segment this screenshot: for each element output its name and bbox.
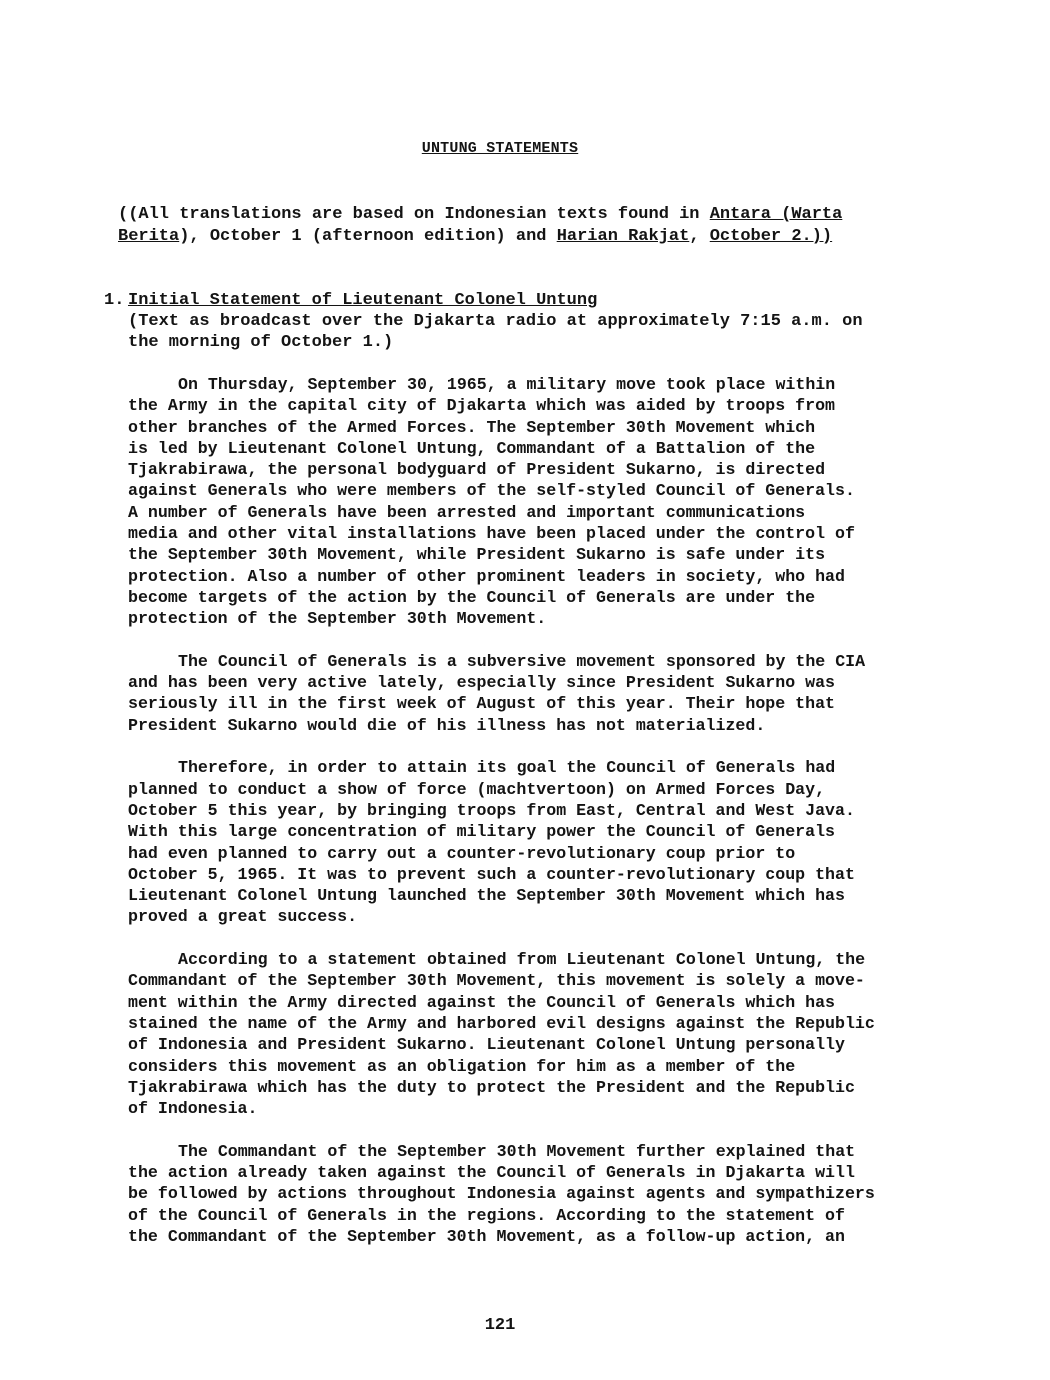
body-line: Commandant of the September 30th Movement, this movement is solely a move- [128, 971, 865, 991]
body-paragraph [128, 651, 928, 736]
body-line: the Army in the capital city of Djakarta which was aided by troops from [128, 396, 836, 416]
body-line: the September 30th Movement, while President Sukarno is safe under its [128, 545, 826, 565]
body-line: protection. Also a number of other prominent leaders in society, who had [128, 566, 845, 586]
body-paragraph [128, 1141, 928, 1247]
body-paragraph [128, 374, 928, 630]
note-prefix: ((All translations are based on Indonesian texts found in [118, 205, 710, 224]
translation-note [118, 204, 918, 248]
body-line: President Sukarno would die of his illness has not materialized. [128, 715, 766, 735]
note-middle: ), October 1 (afternoon edition) and [179, 227, 557, 246]
body-line: protection of the September 30th Movement. [128, 609, 547, 629]
body-line: and has been very active lately, especially since President Sukarno was [128, 673, 836, 693]
section-subtitle-line-2: the morning of October 1.) [128, 333, 394, 352]
note-date: October 2.)) [709, 227, 833, 246]
body-line: Therefore, in order to attain its goal the Council of Generals had [178, 758, 836, 778]
body-line: become targets of the action by the Council of Generals are under the [128, 587, 816, 607]
body-line: had even planned to carry out a counter-revolutionary coup prior to [128, 843, 796, 863]
body-line: planned to conduct a show of force (machtvertoon) on Armed Forces Day, [128, 779, 826, 799]
note-source-berita: Berita [118, 227, 180, 246]
body-line: The Council of Generals is a subversive movement sponsored by the CIA [178, 651, 866, 671]
section-subtitle-line-1: (Text as broadcast over the Djakarta radio at approximately 7:15 a.m. on [128, 312, 863, 331]
body-line: against Generals who were members of the self-styled Council of Generals. [128, 481, 855, 501]
body-line: October 5, 1965. It was to prevent such a counter-revolutionary coup that [128, 864, 855, 884]
body-line: be followed by actions throughout Indonesia against agents and sympathizers [128, 1184, 875, 1204]
section-heading: Initial Statement of Lieutenant Colonel Untung [128, 291, 598, 310]
body-line: Lieutenant Colonel Untung launched the September 30th Movement which has [128, 886, 845, 906]
body-line: ment within the Army directed against the Council of Generals which has [128, 992, 836, 1012]
note-source-antara: Antara (Warta [709, 205, 843, 224]
body-text [128, 374, 928, 1268]
section-heading-line [104, 290, 924, 311]
body-line: media and other vital installations have been placed under the control of [128, 524, 855, 544]
body-line: the Commandant of the September 30th Movement, as a follow-up action, an [128, 1226, 845, 1246]
body-line: Tjakrabirawa, the personal bodyguard of President Sukarno, is directed [128, 460, 826, 480]
section-1 [104, 290, 924, 353]
body-line: A number of Generals have been arrested and important communications [128, 502, 806, 522]
page-title: UNTUNG STATEMENTS [421, 140, 579, 157]
note-source-harian: Harian Rakjat [556, 227, 690, 246]
body-line: According to a statement obtained from Lieutenant Colonel Untung, the [178, 950, 866, 970]
body-line: October 5 this year, by bringing troops from East, Central and West Java. [128, 800, 855, 820]
body-line: stained the name of the Army and harbored evil designs against the Republic [128, 1013, 875, 1033]
body-line: seriously ill in the first week of August of this year. Their hope that [128, 694, 836, 714]
body-line: With this large concentration of military power the Council of Generals [128, 822, 836, 842]
body-line: the action already taken against the Council of Generals in Djakarta will [128, 1162, 855, 1182]
body-line: The Commandant of the September 30th Movement further explained that [178, 1141, 856, 1161]
body-line: Tjakrabirawa which has the duty to protect the President and the Republic [128, 1077, 855, 1097]
body-line: is led by Lieutenant Colonel Untung, Commandant of a Battalion of the [128, 438, 816, 458]
body-line: other branches of the Armed Forces. The September 30th Movement which [128, 417, 816, 437]
note-comma: , [689, 227, 710, 246]
section-number: 1. [104, 291, 125, 310]
body-line: of the Council of Generals in the regions. According to the statement of [128, 1205, 845, 1225]
body-line: proved a great success. [128, 907, 358, 927]
body-line: On Thursday, September 30, 1965, a military move took place within [178, 375, 836, 394]
body-line: of Indonesia. [128, 1099, 258, 1119]
body-line: of Indonesia and President Sukarno. Lieutenant Colonel Untung personally [128, 1035, 845, 1055]
body-line: considers this movement as an obligation for him as a member of the [128, 1056, 796, 1076]
page-number: 121 [484, 1316, 516, 1335]
body-paragraph [128, 757, 928, 927]
body-paragraph [128, 949, 928, 1119]
